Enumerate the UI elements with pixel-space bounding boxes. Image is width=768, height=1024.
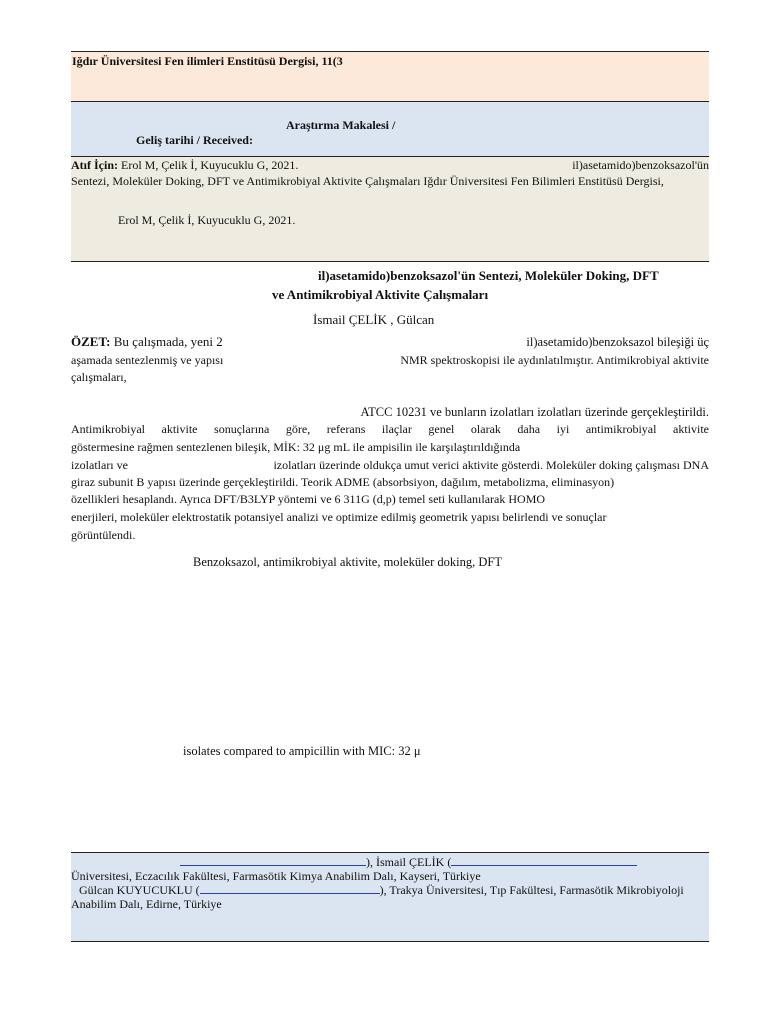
citation-band <box>71 157 709 261</box>
abstract-line-7a: izolatları ve <box>71 458 128 472</box>
citation-line-1 <box>71 158 298 172</box>
abstract-line-8: giraz subunit B yapısı üzerinde gerçekleştirildi. Teorik ADME (absorbsiyon, dağılım, metabolizma, eliminasyon) <box>71 475 615 489</box>
citation-rule <box>71 261 709 262</box>
journal-title: Iğdır Üniversitesi Fen ilimleri Enstitüsü Dergisi, 11(3 <box>72 54 343 68</box>
citation-authors: Erol M, Çelik İ, Kuyucuklu G, 2021. <box>121 158 299 172</box>
received-label: Geliş tarihi / Received: <box>136 133 253 147</box>
citation-label: Atıf İçin: <box>71 158 118 172</box>
article-type: Araştırma Makalesi / <box>286 118 396 132</box>
article-title-line-2: ve Antimikrobiyal Aktivite Çalışmaları <box>272 287 489 302</box>
abstract-line-2b: NMR spektroskopisi ile aydınlatılmıştır. Antimikrobiyal aktivite <box>400 353 709 367</box>
article-title-line-1: il)asetamido)benzoksazol'ün Sentezi, Moleküler Doking, DFT <box>318 268 659 283</box>
footer-author-3: Gülcan KUYUCUKLU ( <box>79 883 200 897</box>
abstract-line-1a <box>71 334 223 349</box>
abstract-line-9: özellikleri hesaplandı. Ayrıca DFT/B3LYP yöntemi ve 6 311G (d,p) temel seti kullanılarak HOMO <box>71 492 546 506</box>
english-abstract-fragment: isolates compared to ampicillin with MIC: 32 μ <box>183 744 421 758</box>
author-3-email-link[interactable] <box>200 884 380 894</box>
citation-title-fragment: il)asetamido)benzoksazol'ün <box>572 158 709 172</box>
abstract-label: ÖZET: <box>71 334 111 349</box>
citation-line-3: Erol M, Çelik İ, Kuyucuklu G, 2021. <box>118 213 296 227</box>
footer-author-3-affiliation: ), Trakya Üniversitesi, Tıp Fakültesi, Farmasötik Mikrobiyoloji <box>379 883 684 897</box>
abstract-line-1b: il)asetamido)benzoksazol bileşiği üç <box>526 335 709 349</box>
footer-line-3 <box>79 883 684 897</box>
footer-line-2: Üniversitesi, Eczacılık Fakültesi, Farmasötik Kimya Anabilim Dalı, Kayseri, Türkiye <box>71 869 481 883</box>
footer-line-1 <box>180 855 637 869</box>
abstract-line-4: ATCC 10231 ve bunların izolatları izolatları üzerinde gerçekleştirildi. <box>360 405 709 419</box>
abstract-line-7b: izolatları üzerinde oldukça umut verici aktivite gösterdi. Moleküler doking çalışması DNA <box>273 458 709 472</box>
abstract-line-2a: aşamada sentezlenmiş ve yapısı <box>71 353 224 367</box>
abstract-line-3: çalışmaları, <box>71 370 127 384</box>
abstract-line-11: görüntülendi. <box>71 528 136 542</box>
abstract-line-5: Antimikrobiyal aktivite sonuçlarına göre, referans ilaçlar genel olarak daha iyi antimikrobiyal aktivite <box>71 422 709 436</box>
footer-bottom-rule <box>71 941 709 942</box>
authors: İsmail ÇELİK , Gülcan <box>313 312 435 327</box>
keywords: Benzoksazol, antimikrobiyal aktivite, moleküler doking, DFT <box>193 555 502 569</box>
abstract-line-10: enerjileri, moleküler elektrostatik potansiyel analizi ve optimize edilmiş geometrik yapısı belirlendi ve sonuçlar <box>71 510 607 524</box>
footer-line-1-text: ), İsmail ÇELİK ( <box>366 855 452 869</box>
author-2-email-link[interactable] <box>451 856 637 866</box>
abstract-line-1-start: Bu çalışmada, yeni 2 <box>113 334 223 349</box>
abstract-line-6: göstermesine rağmen sentezlenen bileşik, MİK: 32 μg mL ile ampisilin ile karşılaştırıldığında <box>71 440 521 454</box>
citation-line-2: Sentezi, Moleküler Doking, DFT ve Antimikrobiyal Aktivite Çalışmaları Iğdır Üniversitesi Fen Bilimleri Enstitüsü Dergisi, <box>71 174 664 188</box>
footer-line-4: Anabilim Dalı, Edirne, Türkiye <box>71 897 222 911</box>
author-1-email-link[interactable] <box>180 856 366 866</box>
